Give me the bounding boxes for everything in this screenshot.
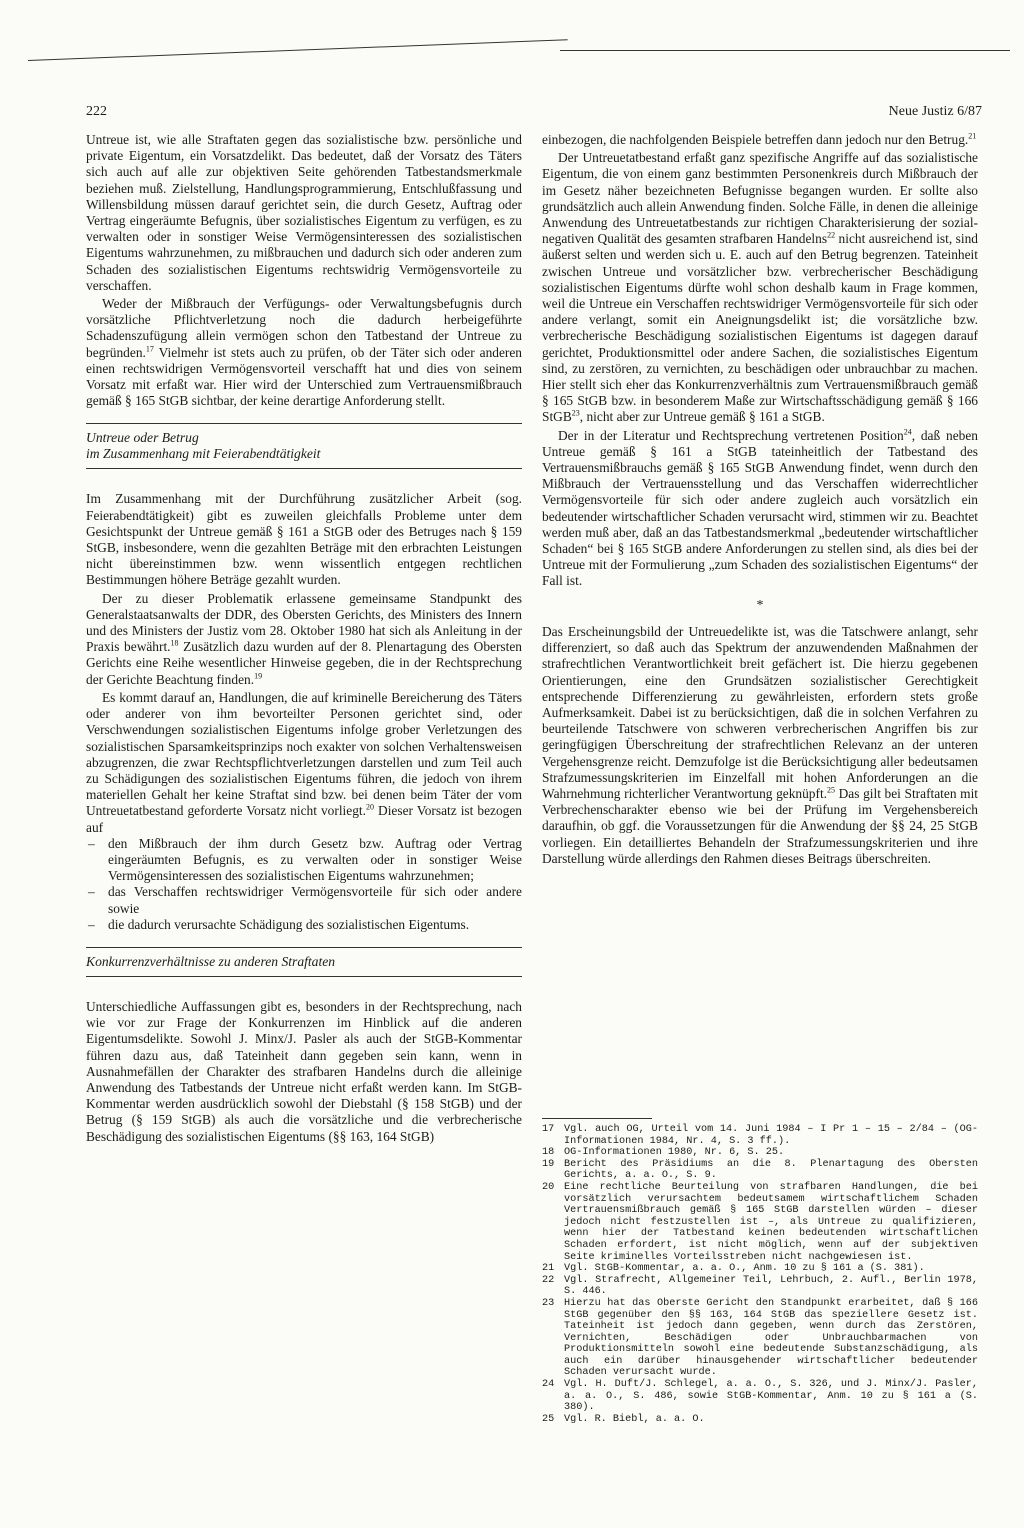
footnote-text: Vgl. R. Biebl, a. a. O. — [564, 1413, 705, 1425]
dash-list — [86, 836, 522, 933]
footnote-ref[interactable]: 23 — [571, 408, 580, 418]
paragraph-text: , daß neben Untreue gemäß § 161 a StGB tateinheitlich der Tatbestand des Vertrauensmißbrauchs gemäß § 165 StGB Anwendung findet, wenn durch den Mißbrauch der Vertrauensstellung und das Verschaffen widerrechtlicher Vermögensvorteile für sich oder andere zugleich auch vorsätzlich ein bedeutender wirtschaftlicher Schaden verursacht wird, stimmen wir zu. Beachtet werden muß aber, daß an das Tatbestandsmerkmal „bedeutender wirtschaftlicher Schaden“ bei § 165 StGB andere Anforderungen zu stellen sind, als dies bei der Untreue mit der Formulierung „zum Schaden des sozialistischen Eigentums“ der Fall ist. — [542, 427, 978, 589]
paragraph: Untreue ist, wie alle Straftaten gegen das sozialistische bzw. persönliche und private Eigentum, ein Vorsatzdelikt. Das bedeutet, daß der Vorsatz des Täters sich auch auf alle zur objektiven Seite gehörenden Tatbestandsmerkmale beziehen muß. Zielstellung, Handlungsprogrammierung, Entschlußfassung und Willensbildung müssen darauf gerichtet sein, die durch Gesetz, Auftrag oder Vertrag eingeräumte Befugnis, über sozialistisches Eigentum zu verfügen, es zu verwalten oder in sonstiger Weise Vermögensinteressen des sozialistischen Eigentums wahrzunehmen, zu mißbrauchen und dadurch sich oder anderen zum Schaden des sozialistischen Eigentums rechtswidrig Vermögensvorteile zu verschaffen. — [86, 132, 522, 293]
footnotes — [542, 1124, 978, 1425]
paragraph-text: Das gilt bei Straftaten mit Verbrechenscharakter ebenso wie bei der Prüfung im Vergehensbereich daraufhin, ob ggf. die Voraussetzungen für die Anwendung der §§ 24, 25 StGB vorliegen. Ein detailliertes Behandeln der Strafzumessungskriterien und ihre Darstellung würde allerdings den Rahmen dieses Beitrags überschreiten. — [542, 785, 979, 866]
footnote-number: 20 — [542, 1181, 555, 1193]
paragraph — [86, 690, 522, 836]
section-heading — [86, 423, 522, 469]
footnote-text: Vgl. Strafrecht, Allgemeiner Teil, Lehrbuch, 2. Aufl., Berlin 1978, S. 446. — [564, 1274, 978, 1298]
footnote-text: Bericht des Präsidiums an die 8. Plenartagung des Obersten Gerichts, a. a. O., S. 9. — [564, 1158, 978, 1182]
list-item: – das Verschaffen rechtswidriger Vermögensvorteile für sich oder andere sowie — [86, 884, 522, 916]
footnote-number: 22 — [542, 1274, 555, 1286]
footnote — [542, 1124, 978, 1147]
footnote-text: Hierzu hat das Oberste Gericht den Standpunkt erarbeitet, daß § 166 StGB gegenüber den §§ 163, 164 StGB das speziellere Gesetz ist. Tateinheit ist jedoch dann gegeben, wenn durch das Zerstören, Vernichten, Beschädigen oder Unbrauchbarmachen von Produktionsmitteln sowohl eine bedeutende Substanzschädigung, als auch ein darüber hinausgehender wirtschaftlicher bedeutender Schaden verursacht wurde. — [564, 1297, 978, 1379]
footnote-ref[interactable]: 17 — [145, 344, 154, 354]
footnote-ref[interactable]: 20 — [366, 802, 374, 812]
paragraph-text: Dieser Vorsatz ist bezogen auf — [86, 803, 522, 835]
footnote-text: Vgl. StGB-Kommentar, a. a. O., Anm. 10 zu § 161 a (S. 381). — [564, 1263, 925, 1275]
footnote — [542, 1298, 978, 1379]
journal-issue: Neue Justiz 6/87 — [888, 104, 982, 119]
footnote-ref[interactable]: 24 — [903, 427, 912, 437]
footnote-number: 24 — [542, 1379, 555, 1391]
paragraph: Im Zusammenhang mit der Durchführung zusätzlicher Arbeit (sog. Feierabendtätigkeit) gibt es zuweilen gleichfalls Probleme unter dem Gesichtspunkt der Untreue gemäß § 161 a StGB oder des Betruges nach § 159 StGB, insbesondere, wenn die gezahlten Beträge mit den erbrachten Leistungen nicht übereinstimmen bzw. wenn wissentlich entgegen rechtlichen Bestimmungen höhere Beträge gezahlt wurden. — [86, 491, 522, 588]
scan-border-line-slanted — [28, 39, 568, 61]
footnote-number: 23 — [542, 1297, 555, 1309]
section-heading — [86, 947, 522, 977]
paragraph-text: Das Erscheinungsbild der Untreuedelikte ist, was die Tatschwere anlangt, sehr differenziert, so daß auch das Spektrum der anzuwendenden Maßnahmen der strafrechtlichen Verantwortlichkeit breit gefächert ist. Die hierzu gegebenen Orientierungen, eine den Grundsätzen sozialistischer Gerechtigkeit entsprechende Differenzierung zu gewährleisten, erfordern stets große Aufmerksamkeit. Dabei ist zu berücksichtigen, daß die in solchen Verfahren zu beurteilende Tatschwere von schweren verbrecherischen Angriffen bis zur geringfügigen Überschreitung der strafrechtlichen Relevanz an der unteren Vergehensgrenze reicht. Demzufolge ist die Berücksichtigung aller bedeutsamen Strafzumessungskriterien im Einzelfall mit hohen Anforderungen an die Wahrnehmung richterlicher Verantwortung geknüpft. — [542, 623, 978, 801]
footnote-text: Vgl. H. Duft/J. Schlegel, a. a. O., S. 326, und J. Minx/J. Pasler, a. a. O., S. 486, sowie StGB-Kommentar, Anm. 10 zu § 161 a (S. 380). — [564, 1379, 978, 1414]
footnote-ref[interactable]: 25 — [827, 785, 836, 795]
footnote — [542, 1414, 978, 1426]
left-column — [86, 132, 522, 1145]
paragraph-text: Zusätzlich dazu wurden auf der 8. Plenartagung des Obersten Gerichts eine Reihe wesentlicher Hinweise gegeben, die in der Rechtsprechung der Gerichte Beachtung finden. — [86, 639, 522, 687]
paragraph-text: Es kommt darauf an, Handlungen, die auf kriminelle Bereicherung des Täters oder anderer von ihm bevorteilter Personen gerichtet sind, oder Verschwendungen sozialistischen Eigentums infolge grober Verletzungen des sozialistischen Sparsamkeitsprinzips noch exakter von solchen Verhaltensweisen abzugrenzen, die zwar Rechtspflichtverletzungen darstellen und zum Teil auch zu Schädigungen des sozialistischen Eigentums führen, die jedoch von ihrem materiellen Gehalt her keine Straftat sind bzw. bei denen beim Täter der vom Untreuetatbestand geforderte Vorsatz nicht vorliegt. — [86, 689, 522, 819]
paragraph — [86, 296, 522, 409]
footnote-number: 19 — [542, 1158, 555, 1170]
scan-border-line — [560, 50, 1010, 51]
paragraph-text: , nicht aber zur Untreue gemäß § 161 a StGB. — [579, 409, 825, 425]
footnote-ref[interactable]: 19 — [254, 671, 263, 681]
paragraph-text: Der in der Literatur und Rechtsprechung vertretenen Position — [558, 427, 904, 443]
paragraph — [542, 624, 978, 867]
page-header — [86, 104, 982, 126]
footnote-text: OG-Informationen 1980, Nr. 6, S. 25. — [564, 1147, 785, 1159]
footnote-ref[interactable]: 18 — [170, 638, 179, 648]
page-number: 222 — [86, 104, 107, 119]
footnote-number: 17 — [542, 1124, 555, 1135]
section-separator-star: * — [756, 597, 764, 613]
paragraph-text: nicht ausreichend ist, sind äußerst selten und werden sich u. E. auch auf den Betrug begrenzen. Tateinheit zwischen Untreue und vorsätzlicher bzw. verbrecherischer Beschädigung sozialistischen Eigentums dürfte wohl schon deshalb kaum in Frage kommen, weil die Untreue ein Verschaffen rechtswidriger Vermögensvorteile für sich oder andere verlangt, somit ein Aneignungsdelikt ist; die vorsätzliche bzw. verbrecherische Beschädigung sozialistischen Eigentums ist dagegen darauf gerichtet, Produktionsmittel oder andere Sachen, die sozialistisches Eigentum sind, zu zerstören, zu vernichten, zu beschädigen oder unbrauchbar zu machen. Hier stellt sich eher das Konkurrenzverhältnis zum Vertrauensmißbrauch gemäß § 165 StGB bzw. in besonderem Maße zur Wirtschaftsschädigung gemäß § 166 StGB — [542, 231, 979, 425]
footnote-ref[interactable]: 21 — [968, 131, 977, 141]
footnote-text: Vgl. auch OG, Urteil vom 14. Juni 1984 – I Pr 1 – 15 – 2/84 – (OG-Informationen 1984, Nr. 4, S. 3 ff.). — [564, 1124, 978, 1147]
footnote — [542, 1275, 978, 1298]
list-item: – die dadurch verursachte Schädigung des sozialistischen Eigentums. — [86, 917, 522, 933]
footnote — [542, 1159, 978, 1182]
footnote — [542, 1379, 978, 1414]
section-heading-line: Konkurrenzverhältnisse zu anderen Straftaten — [86, 953, 336, 969]
paragraph-text: einbezogen, die nachfolgenden Beispiele betreffen dann jedoch nur den Betrug. — [542, 132, 969, 147]
paragraph — [86, 591, 522, 688]
right-column — [542, 132, 978, 867]
paragraph-text: Der zu dieser Problematik erlassene gemeinsame Standpunkt des Generalstaatsanwalts der DDR, des Obersten Gerichts, des Ministers des Innern und des Ministers der Justiz vom 28. Oktober 1980 hat sich als Anleitung in der Praxis bewährt. — [86, 590, 522, 655]
footnote-divider — [542, 1118, 652, 1119]
section-heading-line: Untreue oder Betrug — [86, 430, 199, 446]
paragraph-text: Weder der Mißbrauch der Verfügungs- oder Verwaltungsbefugnis durch vorsätzliche Pflichtverletzung noch die dadurch herbeigeführte Schadenszufügung allein vermögen schon den Tatbestand der Untreue zu begründen. — [86, 296, 522, 360]
paragraph-text: Vielmehr ist stets auch zu prüfen, ob der Täter sich oder anderen einen rechtswidrigen Vermögensvorteil verschafft hat und dies von seinem Vorsatz mit erfaßt war. Hier wird der Unterschied zum Vertrauensmißbrauch gemäß § 165 StGB sichtbar, der keine derartige Anforderung stellt. — [86, 344, 522, 409]
footnote-number: 21 — [542, 1263, 555, 1275]
paragraph: Unterschiedliche Auffassungen gibt es, besonders in der Rechtsprechung, nach wie vor zur Frage der Konkurrenzen im Hinblick auf die anderen Eigentumsdelikte. Sowohl J. Minx/J. Pasler als auch der StGB-Kommentar führen dazu aus, daß Tateinheit dann gegeben sein kann, wenn in Ausnahmefällen der Charakter des strafbaren Handelns durch die alleinige Anwendung des Tatbestands der Untreue nicht erfaßt werden kann. Im StGB-Kommentar werden ausdrücklich sowohl der Diebstahl (§ 158 StGB) und der Betrug (§ 159 StGB) als auch die vorsätzliche und die verbrecherische Beschädigung des sozialistischen Eigentums (§§ 163, 164 StGB) — [86, 998, 522, 1144]
footnote-ref[interactable]: 22 — [827, 230, 836, 240]
footnote-number: 18 — [542, 1147, 555, 1159]
section-heading-line: im Zusammenhang mit Feierabendtätigkeit — [86, 446, 321, 462]
paragraph — [542, 132, 978, 148]
paragraph — [542, 150, 978, 425]
paragraph — [542, 428, 978, 590]
footnote — [542, 1263, 978, 1275]
footnote-text: Eine rechtliche Beurteilung von strafbaren Handlungen, die bei vorsätzlich verursachtem bedeutsamem wirtschaftlichem Schaden Vertrauensmißbrauch gemäß § 165 StGB darstellen würden – dieser jedoch nicht festzustellen ist –, als Untreue zu qualifizieren, wenn hier der Tatbestand keinen bedeutenden wirtschaftlichen Schaden erfordert, ist nicht möglich, wenn auf der subjektiven Seite kriminelles Vorteilsstreben nicht nachgewiesen ist. — [564, 1181, 978, 1263]
footnote — [542, 1182, 978, 1263]
paragraph-text: Der Untreuetatbestand erfaßt ganz spezifische Angriffe auf das sozialistische Eigentum, die von einem ganz bestimmten Personenkreis durch Mißbrauch der im Gesetz näher bezeichneten Befugnisse begangen wurden. Er sollte also grundsätzlich auch allein Anwendung finden. Solche Fälle, in denen die alleinige Anwendung des Untreuetatbestands zur richtigen Charakterisierung der sozial-negativen Qualität des gesamten strafbaren Handelns — [542, 150, 978, 247]
footnote — [542, 1147, 978, 1159]
footnote-number: 25 — [542, 1413, 555, 1425]
list-item: – den Mißbrauch der ihm durch Gesetz bzw. Auftrag oder Vertrag eingeräumten Befugnis, es zu verwalten oder in sonstiger Weise Vermögensinteressen des sozialistischen Eigentums wahrzunehmen; — [86, 836, 522, 885]
